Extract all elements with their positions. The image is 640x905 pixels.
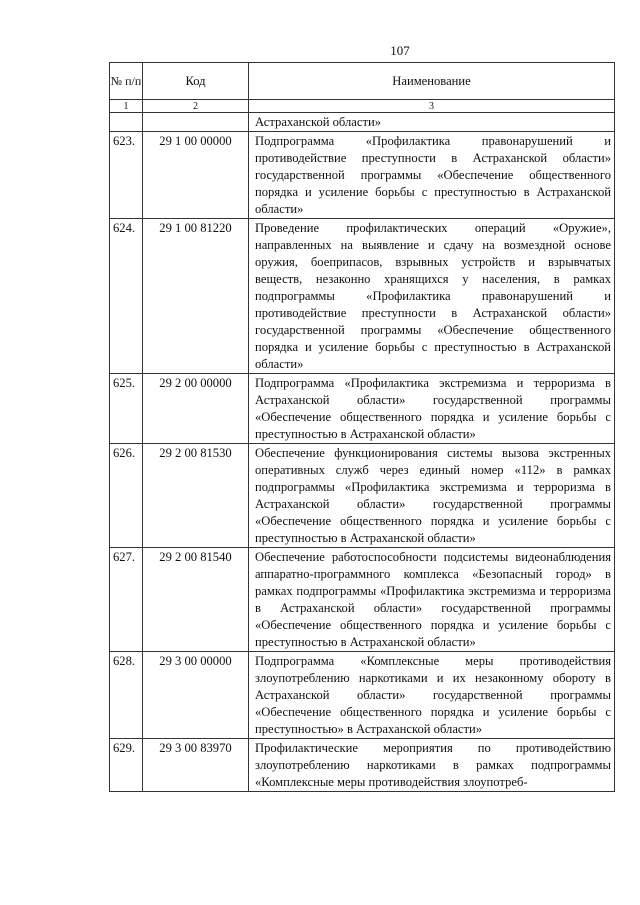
column-numbers-row (110, 100, 615, 113)
table-row (110, 444, 615, 548)
empty-cell (110, 113, 143, 132)
table-row (110, 739, 615, 792)
column-number: 3 (249, 100, 615, 113)
row-code: 29 1 00 00000 (143, 132, 249, 219)
table-row (110, 652, 615, 739)
header-code: Код (143, 63, 249, 100)
row-code: 29 3 00 00000 (143, 652, 249, 739)
row-code: 29 2 00 81540 (143, 548, 249, 652)
row-number: 626. (110, 444, 143, 548)
table-header-row (110, 63, 615, 100)
row-number: 628. (110, 652, 143, 739)
row-name: Обеспечение работоспособности подсистемы видеонаблюдения аппаратно-программного комплекса «Безопасный город» в рамках подпрограммы «Профилактика экстремизма и терроризма в Астраханской области» государственной программы «Обеспечение общественного порядка и усиление борьбы с преступностью в Астраханской области» (249, 548, 615, 652)
row-name: Обеспечение функционирования системы вызова экстренных оперативных служб через единый номер «112» в рамках подпрограммы «Профилактика экстремизма и терроризма в Астраханской области» государственной программы «Обеспечение общественного порядка и усиление борьбы с преступностью в Астраханской области» (249, 444, 615, 548)
row-code: 29 2 00 00000 (143, 374, 249, 444)
row-code: 29 3 00 83970 (143, 739, 249, 792)
header-name: Наименование (249, 63, 615, 100)
table-row (110, 374, 615, 444)
row-name: Профилактические мероприятия по противодействию злоупотреблению наркотиками в рамках подпрограммы «Комплексные меры противодействия злоупотреб- (249, 739, 615, 792)
table-row (110, 132, 615, 219)
continuation-row (110, 113, 615, 132)
row-number: 624. (110, 219, 143, 374)
header-num: № п/п (110, 63, 143, 100)
table-row (110, 219, 615, 374)
column-number: 1 (110, 100, 143, 113)
row-name: Подпрограмма «Комплексные меры противодействия злоупотреблению наркотиками и их незаконному обороту в Астраханской области» государственной программы «Обеспечение общественного порядка и усиление борьбы с преступностью» в Астраханской области» (249, 652, 615, 739)
column-number: 2 (143, 100, 249, 113)
row-number: 627. (110, 548, 143, 652)
row-number: 623. (110, 132, 143, 219)
row-code: 29 2 00 81530 (143, 444, 249, 548)
row-name: Подпрограмма «Профилактика правонарушений и противодействие преступности в Астраханской области» государственной программы «Обеспечение общественного порядка и усиление борьбы с преступностью в Астраханской области» (249, 132, 615, 219)
page-number: 107 (390, 43, 410, 58)
row-name: Подпрограмма «Профилактика экстремизма и терроризма в Астраханской области» государственной программы «Обеспечение общественного порядка и усиление борьбы с преступностью в Астраханской области» (249, 374, 615, 444)
row-code: 29 1 00 81220 (143, 219, 249, 374)
empty-cell (143, 113, 249, 132)
row-name: Астраханской области» (249, 113, 615, 132)
row-name: Проведение профилактических операций «Оружие», направленных на выявление и сдачу на возмездной основе оружия, боеприпасов, взрывных устройств и взрывчатых веществ, незаконно хранящихся у населения, в рамках подпрограммы «Профилактика правонарушений и противодействие преступности в Астраханской области» государственной программы «Обеспечение общественного порядка и усиление борьбы с преступностью в Астраханской области» (249, 219, 615, 374)
row-number: 629. (110, 739, 143, 792)
table-row (110, 548, 615, 652)
budget-classification-table (109, 62, 615, 792)
row-number: 625. (110, 374, 143, 444)
